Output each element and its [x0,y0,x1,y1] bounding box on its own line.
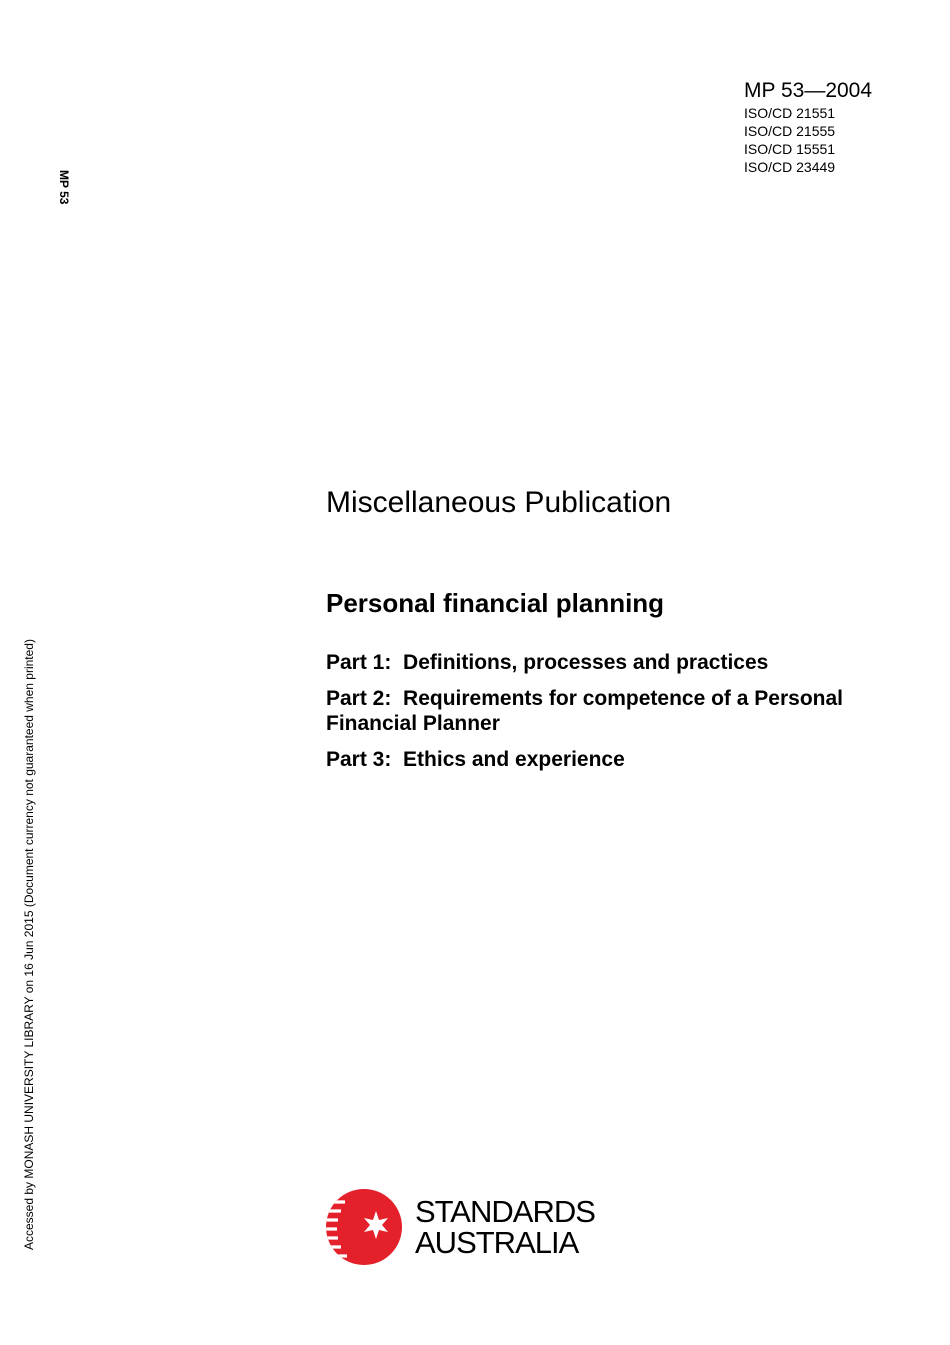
spine-label: MP 53 [57,170,71,205]
parts-list [326,650,906,783]
logo-line-1: STANDARDS [415,1194,595,1229]
logo-line-2: AUSTRALIA [415,1225,579,1260]
document-number-block [744,78,944,176]
iso-reference: ISO/CD 15551 [744,141,836,157]
iso-reference: ISO/CD 21551 [744,105,836,121]
star-globe-icon [323,1186,405,1268]
publication-type: Miscellaneous Publication [326,486,672,519]
standards-australia-logo [323,1186,613,1268]
iso-reference: ISO/CD 21555 [744,123,836,139]
page-title: Personal financial planning [326,588,665,618]
access-note: Accessed by MONASH UNIVERSITY LIBRARY on 16 Jun 2015 (Document currency not guaranteed when printed) [22,639,36,1250]
part-item: Part 1: Definitions, processes and practices [326,651,769,674]
part-item: Part 3: Ethics and experience [326,748,625,771]
iso-reference: ISO/CD 23449 [744,159,836,175]
logo-wordmark [415,1196,595,1258]
part-item: Part 2: Requirements for competence of a Personal Financial Planner [326,687,843,735]
document-number: MP 53—2004 [744,79,873,102]
